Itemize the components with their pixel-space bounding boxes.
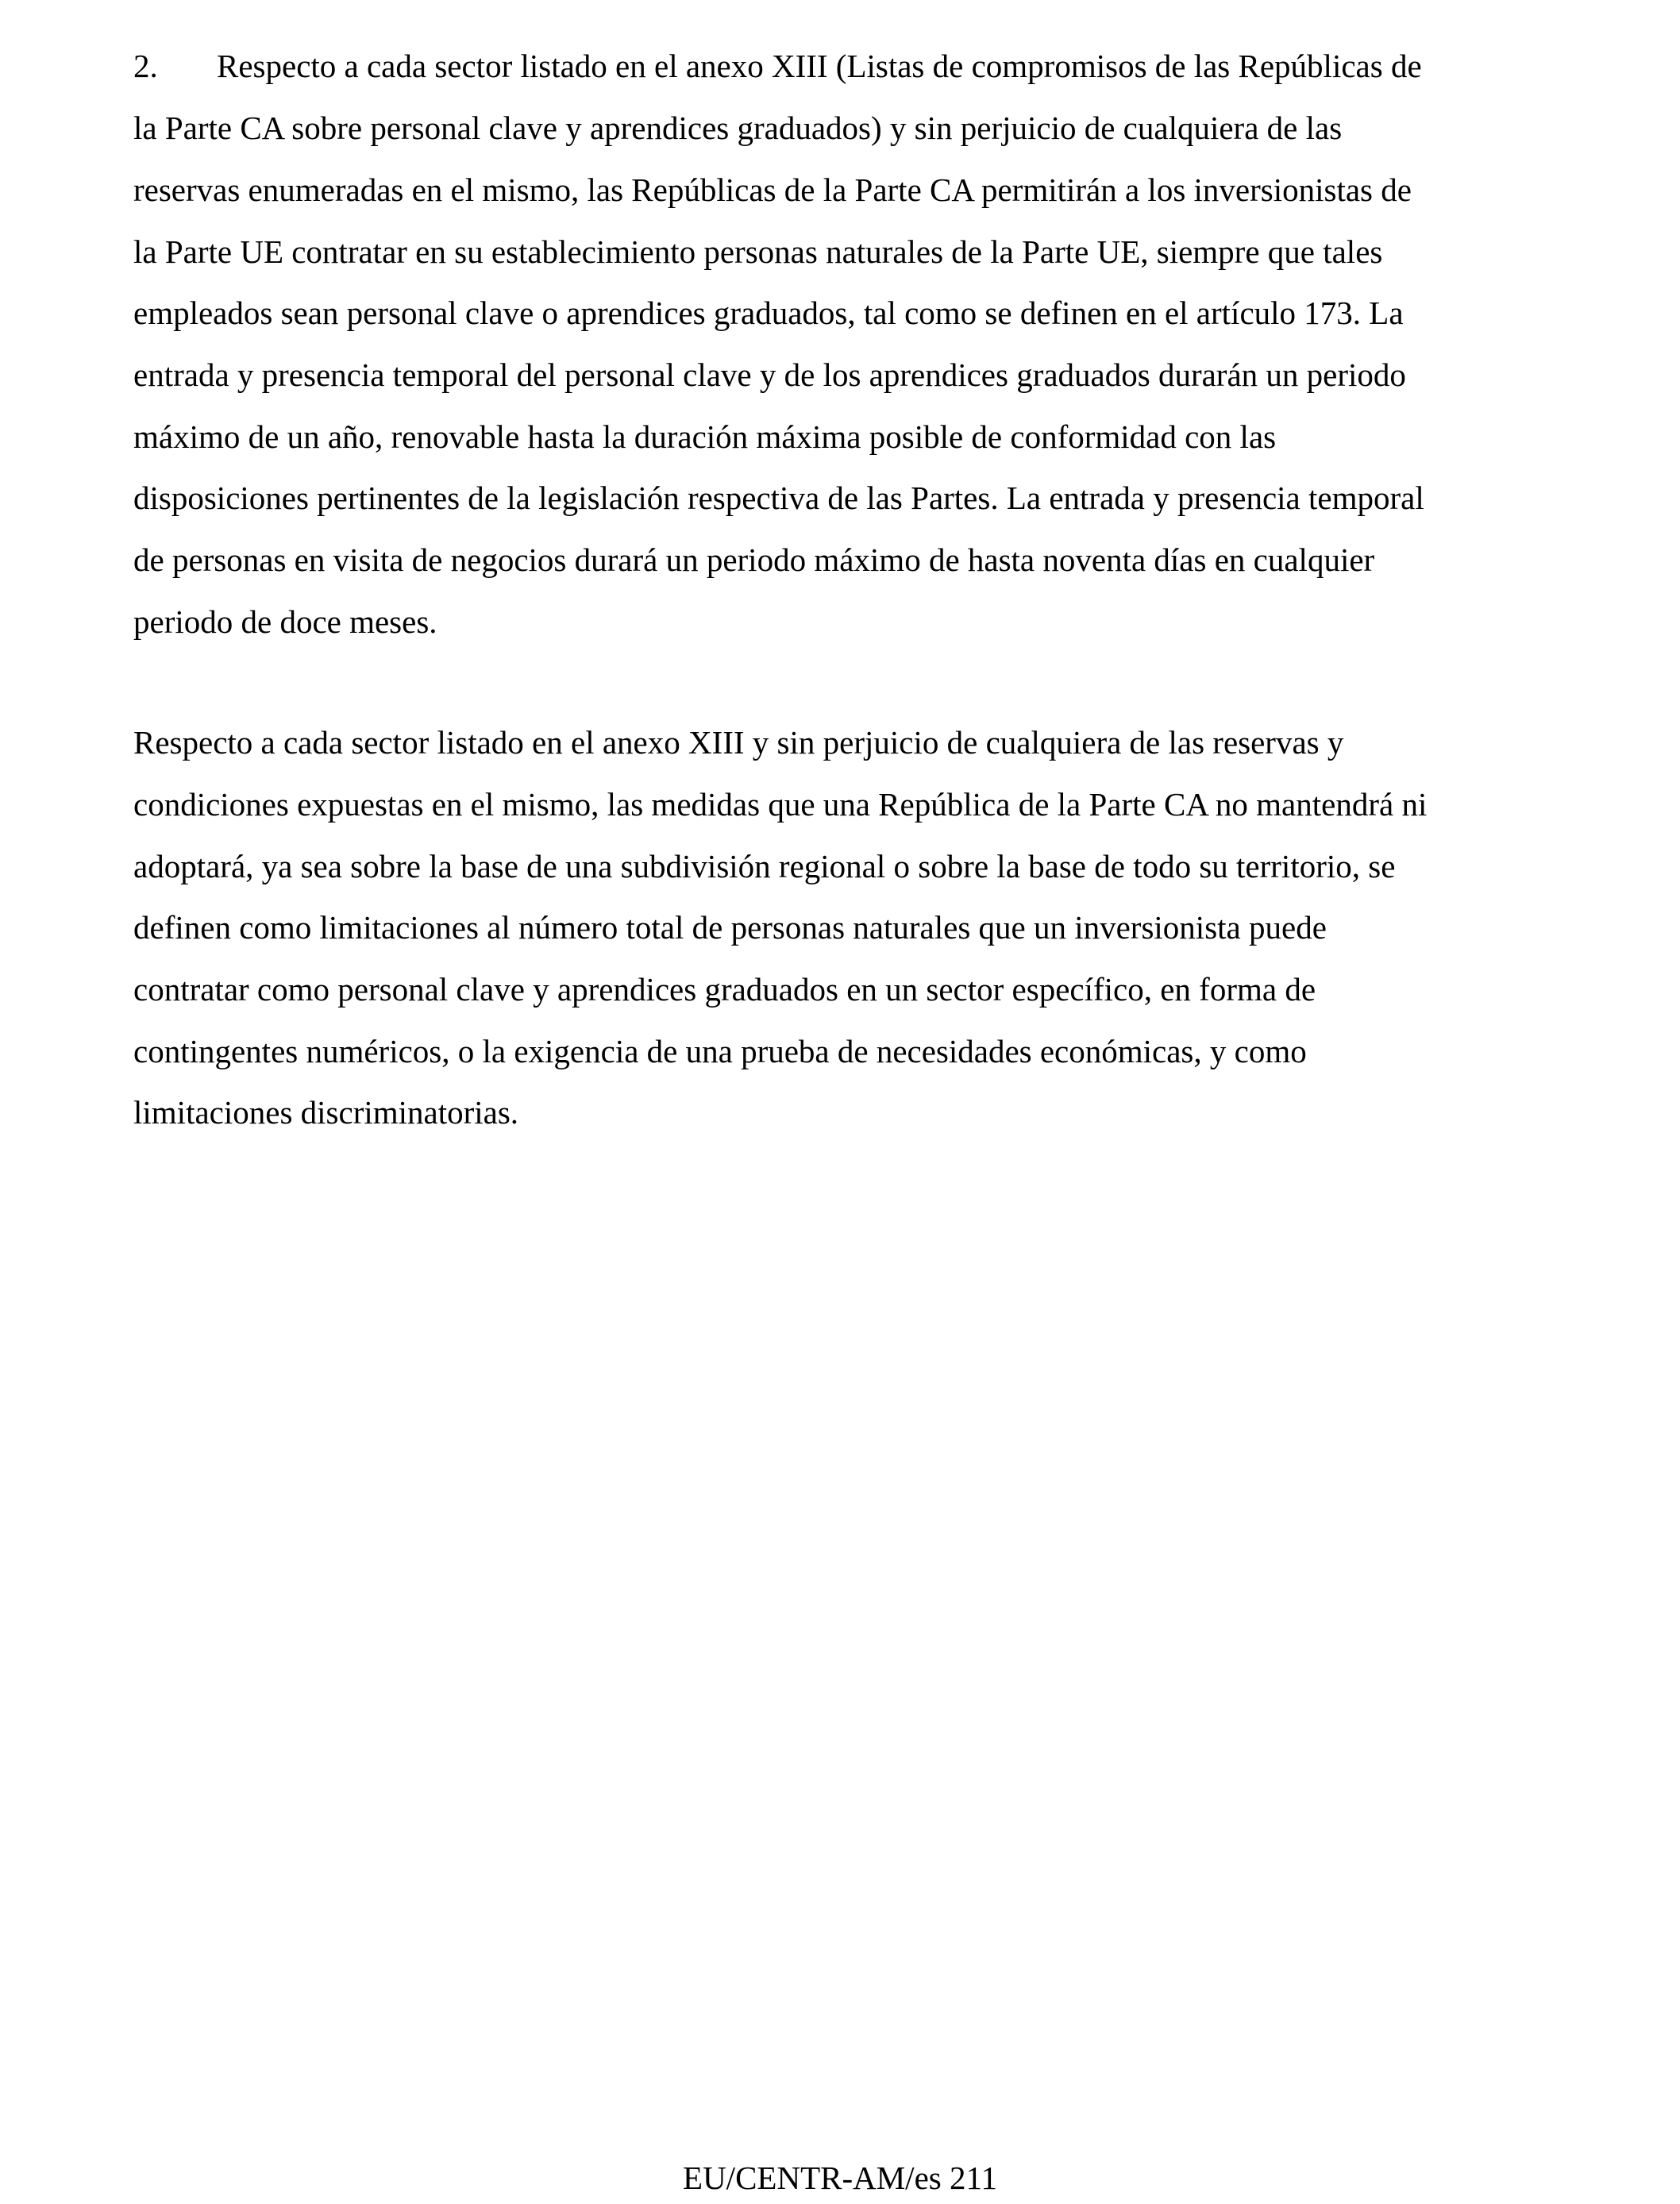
paragraph-line: máximo de un año, renovable hasta la duración máxima posible de conformidad con las: [133, 418, 1277, 455]
paragraph-line: contingentes numéricos, o la exigencia de una prueba de necesidades económicas, y como: [133, 1033, 1307, 1069]
paragraph-line: contratar como personal clave y aprendices graduados en un sector específico, en forma de: [133, 971, 1316, 1008]
paragraph-line: condiciones expuestas en el mismo, las medidas que una República de la Parte CA no mantendrá ni: [133, 786, 1428, 823]
paragraph-line: periodo de doce meses.: [133, 603, 437, 640]
paragraph-line: la Parte CA sobre personal clave y aprendices graduados) y sin perjuicio de cualquiera de las: [133, 110, 1343, 146]
paragraph-line: reservas enumeradas en el mismo, las Repúblicas de la Parte CA permitirán a los inversionistas de: [133, 171, 1412, 208]
paragraph-line: Respecto a cada sector listado en el anexo XIII y sin perjuicio de cualquiera de las reservas y: [133, 724, 1344, 761]
paragraph-line: limitaciones discriminatorias.: [133, 1094, 519, 1131]
paragraph-line: de personas en visita de negocios durará un periodo máximo de hasta noventa días en cualquier: [133, 541, 1375, 578]
paragraph-line: la Parte UE contratar en su establecimiento personas naturales de la Parte UE, siempre que tales: [133, 233, 1383, 270]
paragraph-line: adoptará, ya sea sobre la base de una subdivisión regional o sobre la base de todo su territorio, se: [133, 848, 1396, 884]
paragraph-line: Respecto a cada sector listado en el anexo XIII (Listas de compromisos de las Repúblicas de: [217, 48, 1422, 84]
page-footer: EU/CENTR-AM/es 211: [683, 2160, 997, 2196]
paragraph-line: definen como limitaciones al número total de personas naturales que un inversionista puede: [133, 909, 1327, 946]
paragraph-line: empleados sean personal clave o aprendices graduados, tal como se definen en el artículo 173. La: [133, 295, 1404, 331]
paragraph-line: disposiciones pertinentes de la legislación respectiva de las Partes. La entrada y presencia temporal: [133, 480, 1424, 516]
paragraph-number: 2.: [133, 48, 158, 84]
paragraph-line: entrada y presencia temporal del personal clave y de los aprendices graduados durarán un periodo: [133, 356, 1406, 393]
